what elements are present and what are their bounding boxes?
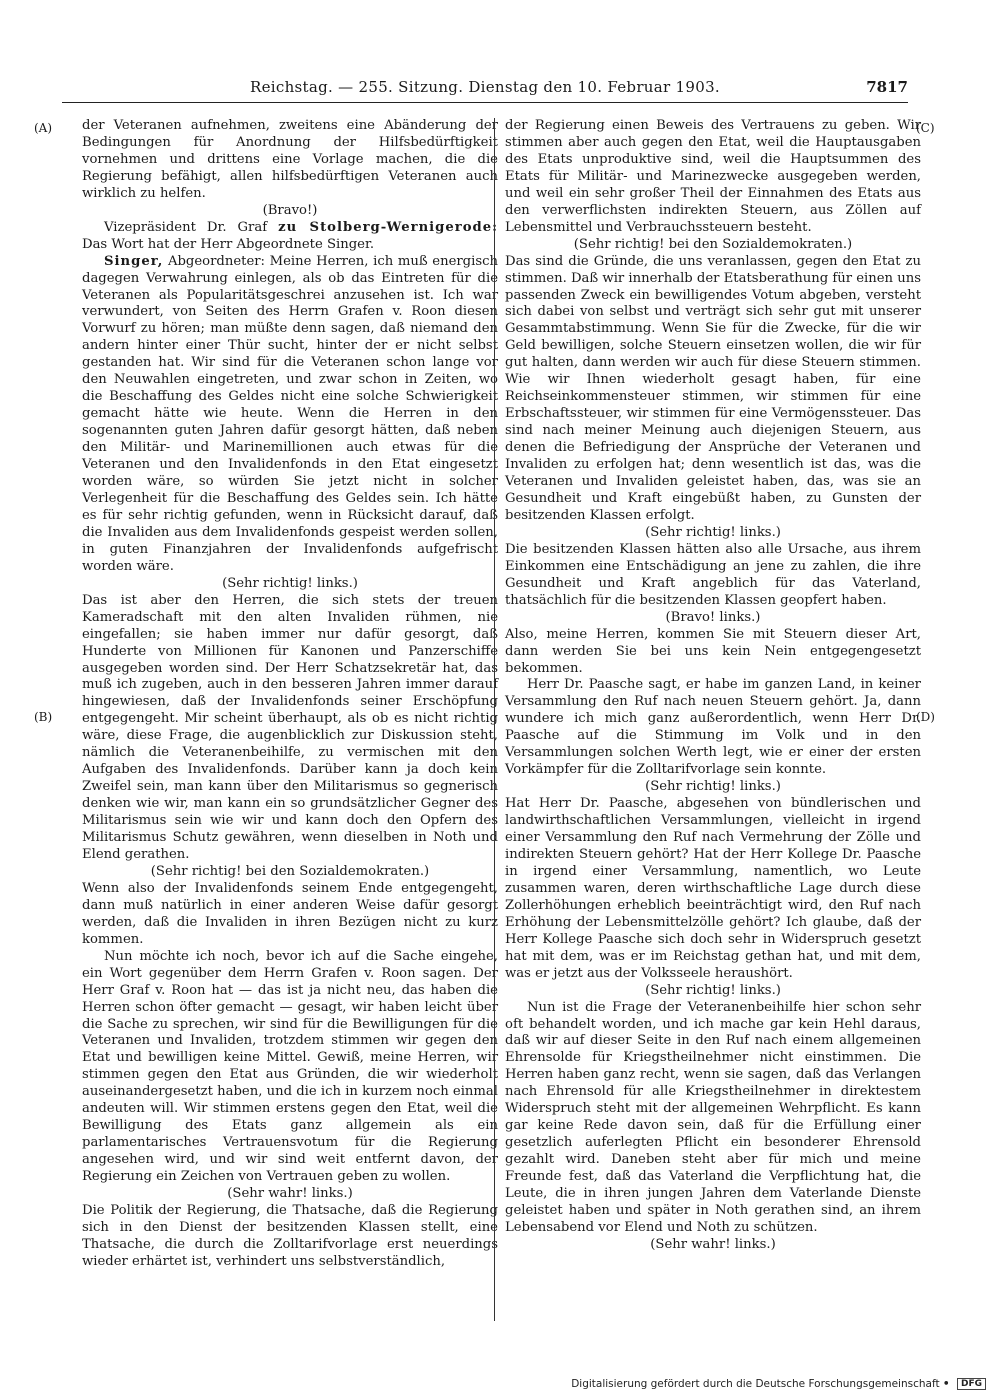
paragraph: Hat Herr Dr. Paasche, abgesehen von bündlerischen und landwirthschaftlichen Versammlungen, vielleicht in irgend einer Versammlung den Ruf nach Vermehrung der Zölle und indirekten Steuern gehört? Hat der Herr Kollege Dr. Paasche in irgend einer Versammlung, namentlich, wo Leute zusammen waren, deren wirthschaftliche Lage durch diese Zollerhöhungen erheblich beeinträchtigt wird, den Ruf nach Erhöhung der Lebensmittelzölle gehört? Ich glaube, daß der Herr Kollege Paasche sich doch sehr in Widerspruch gesetzt hat mit dem, was er im Reichstag gethan hat, und mit dem, was er jetzt aus der Volksseele heraushört. xyxy=(505,796,921,981)
interjection: (Sehr richtig! links.) xyxy=(645,982,781,998)
paragraph: Das sind die Gründe, die uns veranlassen, gegen den Etat zu stimmen. Daß wir innerhalb der Etatsberathung für einen uns passenden Zweck ein bewilligendes Votum abgeben, versteht sich dabei von selbst und verträgt sich sehr gut mit unserer Gesammtabstimmung. Wenn Sie für die Zwecke, für die wir Geld bewilligen, solche Steuern einsetzen wollen, die wir für gut halten, dann werden wir auch für diese Steuern stimmen. Wie wir Ihnen wiederholt gesagt haben, für eine Reichseinkommensteuer stimmen, wir stimmen für eine Erbschaftssteuer, wir stimmen für eine Vermögenssteuer. Das sind nach meiner Meinung auch diejenigen Steuern, aus denen die Befriedigung der Ansprüche der Veteranen und Invaliden zu erfolgen hat; denn wesentlich ist das, was die Veteranen und Invaliden geleistet haben, das, was sie an Gesundheit und Kraft eingebüßt haben, zu Gunsten der besitzenden Klassen erfolgt. xyxy=(505,253,921,523)
page-number: 7817 xyxy=(866,78,908,96)
footer-credit xyxy=(571,1378,986,1390)
interjection: (Sehr richtig! links.) xyxy=(222,575,358,591)
interjection: (Sehr richtig! links.) xyxy=(645,779,781,795)
paragraph: Also, meine Herren, kommen Sie mit Steuern dieser Art, dann werden Sie bei uns kein Nein entgegengesetzt bekommen. xyxy=(505,626,921,676)
interjection: (Bravo!) xyxy=(262,202,318,218)
interjection: (Bravo! links.) xyxy=(665,609,761,625)
paragraph: der Veteranen aufnehmen, zweitens eine Abänderung der Bedingungen für Anordnung der Hilfsbedürftigkeit vornehmen und drittens eine Vorlage machen, die die Regierung befähigt, allen hilfsbedürftigen Veteranen auch wirklich zu helfen. xyxy=(82,118,498,201)
interjection: (Sehr wahr! links.) xyxy=(650,1236,776,1252)
footer-separator: • xyxy=(942,1378,950,1390)
dfg-logo: DFG xyxy=(957,1378,986,1390)
speaker-paragraph xyxy=(82,254,498,576)
margin-marker-b: (B) xyxy=(34,710,53,724)
paragraph: Die besitzenden Klassen hätten also alle Ursache, aus ihrem Einkommen eine Entschädigung an jene zu zahlen, die ihre Gesundheit und Kraft angeblich für das Vaterland, thatsächlich für die besitzenden Klassen geopfert haben. xyxy=(505,541,921,608)
footer-text: Digitalisierung gefördert durch die Deutsche Forschungsgemeinschaft xyxy=(571,1378,940,1390)
paragraph: Herr Dr. Paasche sagt, er habe im ganzen Land, in keiner Versammlung den Ruf nach neuen Steuern gehört. Ja, dann wundere ich mich ganz außerordentlich, wenn Herr Dr. Paasche auf die Stimmung im Volk und in den Versammlungen solchen Werth legt, wie er einer der ersten Vorkämpfer für die Zolltarifvorlage sein konnte. xyxy=(505,677,921,778)
speech-text: Das Wort hat der Herr Abgeordnete Singer. xyxy=(82,236,375,252)
paragraph: Wenn also der Invalidenfonds seinem Ende entgegengeht, dann muß natürlich in einer anderen Weise dafür gesorgt werden, daß die Invaliden in ihren Bezügen nicht zu kurz kommen. xyxy=(82,880,498,947)
running-header xyxy=(62,76,908,103)
paragraph: Nun möchte ich noch, bevor ich auf die Sache eingehe, ein Wort gegenüber dem Herrn Grafen v. Roon sagen. Der Herr Graf v. Roon hat — das ist ja nicht neu, das haben die Herren schon öfter gemacht — gesagt, wir haben leicht über die Sache zu sprechen, wir sind für die Bewilligungen für die Veteranen und Invaliden, trotzdem stimmen wir gegen den Etat und bewilligen keine Mittel. Gewiß, meine Herren, wir stimmen gegen den Etat aus Gründen, die wir wiederholt auseinandergesetzt haben, und die ich in kurzem noch einmal andeuten will. Wir stimmen erstens gegen den Etat, weil die Bewilligung des Etats ganz allgemein als ein parlamentarisches Vertrauensvotum für die Regierung angesehen wird, und wir sind weit entfernt davon, der Regierung ein Zeichen von Vertrauen geben zu wollen. xyxy=(82,948,498,1185)
paragraph: Die Politik der Regierung, die Thatsache, daß die Regierung sich in den Dienst der besitzenden Klassen stellt, eine Thatsache, die durch die Zolltarifvorlage erst neuerdings wieder erhärtet ist, verhindert uns selbstverständlich, xyxy=(82,1203,498,1269)
left-column xyxy=(82,118,498,1271)
column-divider xyxy=(494,118,495,1321)
speaker-name: Singer, xyxy=(104,253,164,269)
margin-marker-c: (C) xyxy=(916,121,935,135)
speech-text: Abgeordneter: Meine Herren, ich muß energisch dagegen Verwahrung einlegen, als ob das Eintreten für die Veteranen als Popularitätsgeschrei anzusehen ist. Ich war verwundert, von Seiten des Herrn Grafen v. Roon diesen Vorwurf zu hören; man müßte denn sagen, daß niemand den andern hinter einer Thür sucht, hinter der er nicht selbst gestanden hat. Wir sind für die Veteranen schon lange vor den Neuwahlen eingetreten, und zwar schon in Zeiten, wo die Beschaffung des Geldes nicht eine solche Schwierigkeit gemacht hätte wie heute. Wenn die Herren in den sogenannten guten Jahren dafür gesorgt hätten, daß neben den Militär- und Marinemillionen auch etwas für die Veteranen und den Invalidenfonds in den Etat eingesetzt worden wäre, so würden Sie jetzt nicht in solcher Verlegenheit für die Beschaffung des Geldes sein. Ich hätte es für sehr richtig gefunden, wenn in Rücksicht darauf, daß die Invaliden aus dem Invalidenfonds gespeist werden sollen, in guten Finanzjahren der Invalidenfonds aufgefrischt worden wäre. xyxy=(82,253,498,574)
paragraph: der Regierung einen Beweis des Vertrauens zu geben. Wir stimmen aber auch gegen den Etat, weil die Hauptausgaben des Etats unproduktive sind, weil die Hauptsummen des Etats für Militär- und Marinezwecke ausgegeben werden, und weil ein sehr großer Theil der Einnahmen des Etats aus den verwerflichsten indirekten Steuern, aus Zöllen auf Lebensmittel und Verbrauchssteuern besteht. xyxy=(505,118,921,235)
margin-marker-a: (A) xyxy=(34,121,53,135)
interjection: (Sehr richtig! bei den Sozialdemokraten.) xyxy=(573,236,853,252)
margin-marker-d: (D) xyxy=(916,710,935,724)
interjection: (Sehr richtig! bei den Sozialdemokraten.) xyxy=(150,863,430,879)
header-title: Reichstag. — 255. Sitzung. Dienstag den 10. Februar 1903. xyxy=(250,78,720,96)
interjection: (Sehr richtig! links.) xyxy=(645,524,781,540)
right-column xyxy=(505,118,921,1254)
paragraph: Nun ist die Frage der Veteranenbeihilfe hier schon sehr oft behandelt worden, und ich mache gar kein Hehl daraus, daß wir auf dieser Seite in den Ruf nach einem allgemeinen Ehrensolde für Kriegstheilnehmer nicht einstimmen. Die Herren haben ganz recht, wenn sie sagen, daß das Verlangen nach Ehrensold für alle Kriegstheilnehmer in direktestem Widerspruch steht mit der allgemeinen Wehrpflicht. Es kann gar keine Rede davon sein, daß für die Erfüllung einer gesetzlich auferlegten Pflicht ein besonderer Ehrensold gezahlt wird. Daneben steht aber für mich und meine Freunde fest, daß das Vaterland die Verpflichtung hat, die Leute, die in ihren jungen Jahren dem Vaterlande Dienste geleistet haben und später in Noth gerathen sind, an ihrem Lebensabend vor Elend und Noth zu schützen. xyxy=(505,999,921,1235)
speaker-role: Vizepräsident Dr. Graf xyxy=(104,219,279,235)
speaker-name: zu Stolberg-Wernigerode: xyxy=(278,219,499,235)
paragraph: Das ist aber den Herren, die sich stets der treuen Kameradschaft mit den alten Invaliden rühmen, nie eingefallen; sie haben immer nur dafür gesorgt, daß Hunderte von Millionen für Kanonen und Panzerschiffe ausgegeben worden sind. Der Herr Schatzsekretär hat, das muß ich zugeben, auch in den besseren Jahren immer darauf hingewiesen, daß der Invalidenfonds seiner Erschöpfung entgegengeht. Mir scheint überhaupt, als ob es nicht richtig wäre, diese Frage, die augenblicklich zur Diskussion steht, nämlich die Veteranenbeihilfe, zu vermischen mit den Aufgaben des Invalidenfonds. Darüber kann ja doch kein Zweifel sein, man kann über den Militarismus so gegnerisch denken wie wir, man kann ein so grundsätzlicher Gegner des Militarismus sein wie wir und kann doch den Opfern des Militarismus Schutz gewähren, wenn dieselben in Noth und Elend gerathen. xyxy=(82,592,498,862)
speaker-paragraph xyxy=(82,220,498,254)
interjection: (Sehr wahr! links.) xyxy=(227,1186,353,1202)
